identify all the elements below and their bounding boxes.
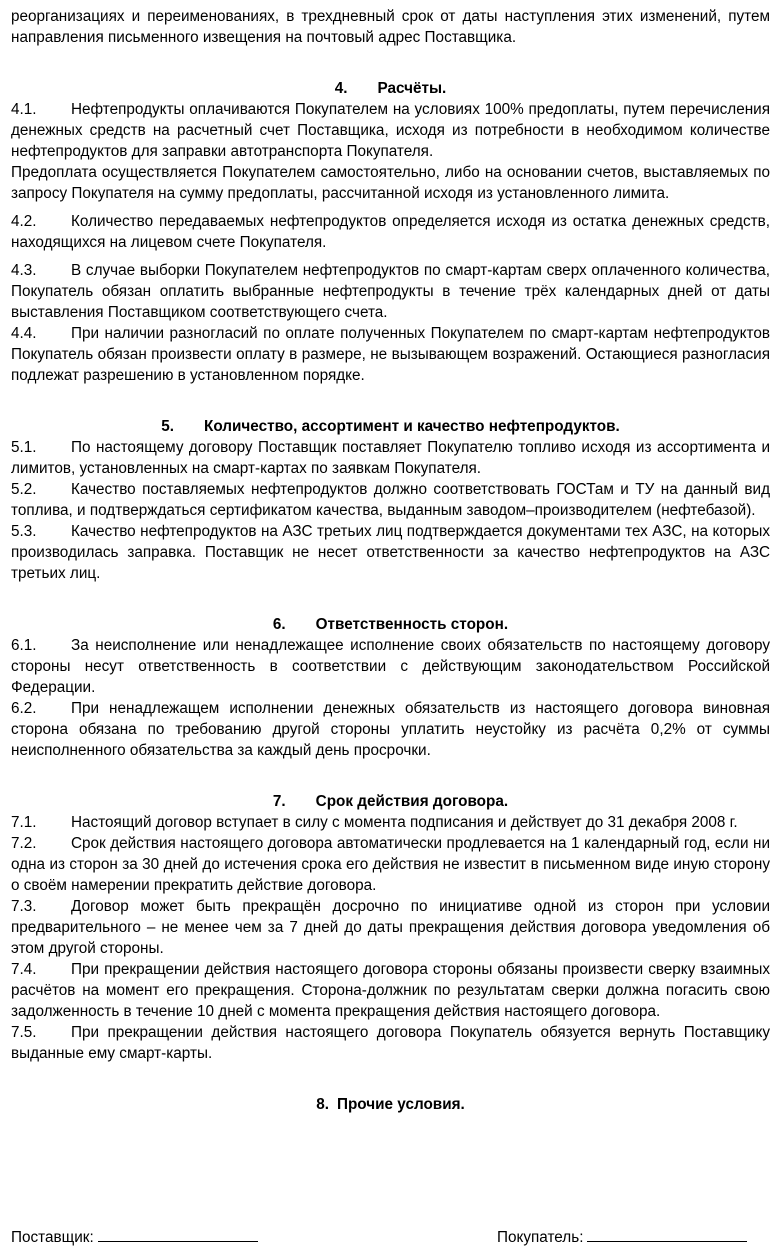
clause-7-4 — [11, 959, 770, 1022]
section-7-heading — [11, 791, 770, 812]
clause-text: При наличии разногласий по оплате полученных Покупателем по смарт-картам нефтепродуктов Покупатель обязан произвести оплату в размере, не вызывающем возражений. Остающиеся разногласия подлежат разрешению в установленном порядке. — [11, 325, 770, 384]
clause-number: 6.1. — [11, 637, 37, 654]
section-title: Прочие условия. — [336, 1096, 465, 1113]
clause-number: 4.4. — [11, 325, 37, 342]
clause-text: Срок действия настоящего договора автоматически продлевается на 1 календарный год, если ни одна из сторон за 30 дней до истечения срока его действия не известит в письменном виде иную сторону о своём намерении прекратить действие договора. — [11, 835, 770, 894]
clause-text: Качество нефтепродуктов на АЗС третьих лиц подтверждается документами тех АЗС, на которых производилась заправка. Поставщик не несет ответственности за качество нефтепродуктов на АЗС третьих лиц. — [11, 523, 770, 582]
clause-4-4 — [11, 323, 770, 386]
section-title: Количество, ассортимент и качество нефтепродуктов. — [203, 418, 620, 435]
buyer-signature-line — [587, 1226, 747, 1242]
supplier-signature-line — [98, 1226, 258, 1242]
clause-number: 7.4. — [11, 961, 37, 978]
clause-text: Нефтепродукты оплачиваются Покупателем на условиях 100% предоплаты, путем перечисления денежных средств на расчетный счет Поставщика, исходя из потребности в необходимом количестве нефтепродуктов для заправки автотранспорта Покупателя. — [11, 101, 770, 160]
section-title: Ответственность сторон. — [315, 616, 509, 633]
clause-text: За неисполнение или ненадлежащее исполнение своих обязательств по настоящему договору стороны несут ответственность в соответствии с действующим законодательством Российской Федерации. — [11, 637, 770, 696]
clause-6-1 — [11, 635, 770, 698]
clause-4-1 — [11, 99, 770, 162]
supplier-label: Поставщик: — [11, 1229, 94, 1246]
section-4-heading — [11, 78, 770, 99]
section-number: 5. — [161, 418, 174, 435]
clause-4-1-continuation: Предоплата осуществляется Покупателем самостоятельно, либо на основании счетов, выставляемых по запросу Покупателя на сумму предоплаты, рассчитанной исходя из установленного лимита. — [11, 164, 770, 202]
section-number: 6. — [272, 616, 286, 633]
clause-text: При прекращении действия настоящего договора Покупатель обязуется вернуть Поставщику выданные ему смарт-карты. — [11, 1024, 770, 1062]
clause-number: 5.3. — [11, 523, 37, 540]
section-6-heading — [11, 614, 770, 635]
clause-number: 7.1. — [11, 814, 37, 831]
section-title: Срок действия договора. — [315, 793, 509, 810]
clause-number: 7.3. — [11, 898, 37, 915]
clause-number: 7.5. — [11, 1024, 37, 1041]
supplier-signature — [11, 1226, 258, 1248]
section-number: 8. — [316, 1096, 329, 1113]
intro-paragraph: реорганизациях и переименованиях, в трехдневный срок от даты наступления этих изменений, путем направления письменного извещения на почтовый адрес Поставщика. — [11, 8, 770, 46]
clause-4-2 — [11, 211, 770, 253]
clause-5-2 — [11, 479, 770, 521]
section-number: 7. — [272, 793, 286, 810]
clause-6-2 — [11, 698, 770, 761]
section-8-heading — [11, 1094, 770, 1115]
clause-5-1 — [11, 437, 770, 479]
clause-text: В случае выборки Покупателем нефтепродуктов по смарт-картам сверх оплаченного количества, Покупатель обязан оплатить выбранные нефтепродукты в течение трёх календарных дней от даты выставления Поставщиком соответствующего счета. — [11, 262, 770, 321]
clause-number: 4.1. — [11, 101, 37, 118]
clause-7-2 — [11, 833, 770, 896]
clause-4-3 — [11, 260, 770, 323]
clause-text: Количество передаваемых нефтепродуктов определяется исходя из остатка денежных средств, находящихся на лицевом счете Покупателя. — [11, 213, 770, 251]
clause-number: 5.2. — [11, 481, 37, 498]
clause-text: При прекращении действия настоящего договора стороны обязаны произвести сверку взаимных расчётов на момент его прекращения. Сторона-должник по результатам сверки должна погасить свою задолженность в течение 10 дней с момента прекращения действия настоящего договора. — [11, 961, 770, 1020]
signature-row — [11, 1226, 770, 1247]
section-title: Расчёты. — [377, 80, 447, 97]
clause-text: Качество поставляемых нефтепродуктов должно соответствовать ГОСТам и ТУ на данный вид топлива, и подтверждаться сертификатом качества, выданным заводом–производителем (нефтебазой). — [11, 481, 770, 519]
clause-number: 6.2. — [11, 700, 37, 717]
clause-text: Настоящий договор вступает в силу с момента подписания и действует до 31 декабря 2008 г. — [71, 814, 738, 831]
clause-text: При ненадлежащем исполнении денежных обязательств из настоящего договора виновная сторона обязана по требованию другой стороны уплатить неустойку из расчёта 0,2% от суммы неисполненного обязательства за каждый день просрочки. — [11, 700, 770, 759]
clause-number: 4.3. — [11, 262, 37, 279]
clause-text: Договор может быть прекращён досрочно по инициативе одной из сторон при условии предварительного – не менее чем за 7 дней до даты прекращения действия договора уведомления об этом другой стороны. — [11, 898, 770, 957]
section-5-heading — [11, 416, 770, 437]
clause-7-1 — [11, 812, 770, 833]
section-number: 4. — [334, 80, 348, 97]
clause-number: 4.2. — [11, 213, 37, 230]
clause-7-5 — [11, 1022, 770, 1064]
buyer-label: Покупатель: — [497, 1229, 584, 1246]
clause-number: 7.2. — [11, 835, 37, 852]
clause-7-3 — [11, 896, 770, 959]
buyer-signature — [497, 1226, 747, 1248]
clause-text: По настоящему договору Поставщик поставляет Покупателю топливо исходя из ассортимента и лимитов, установленных на смарт-картах по заявкам Покупателя. — [11, 439, 770, 477]
clause-number: 5.1. — [11, 439, 37, 456]
document-page — [11, 6, 770, 1115]
clause-5-3 — [11, 521, 770, 584]
